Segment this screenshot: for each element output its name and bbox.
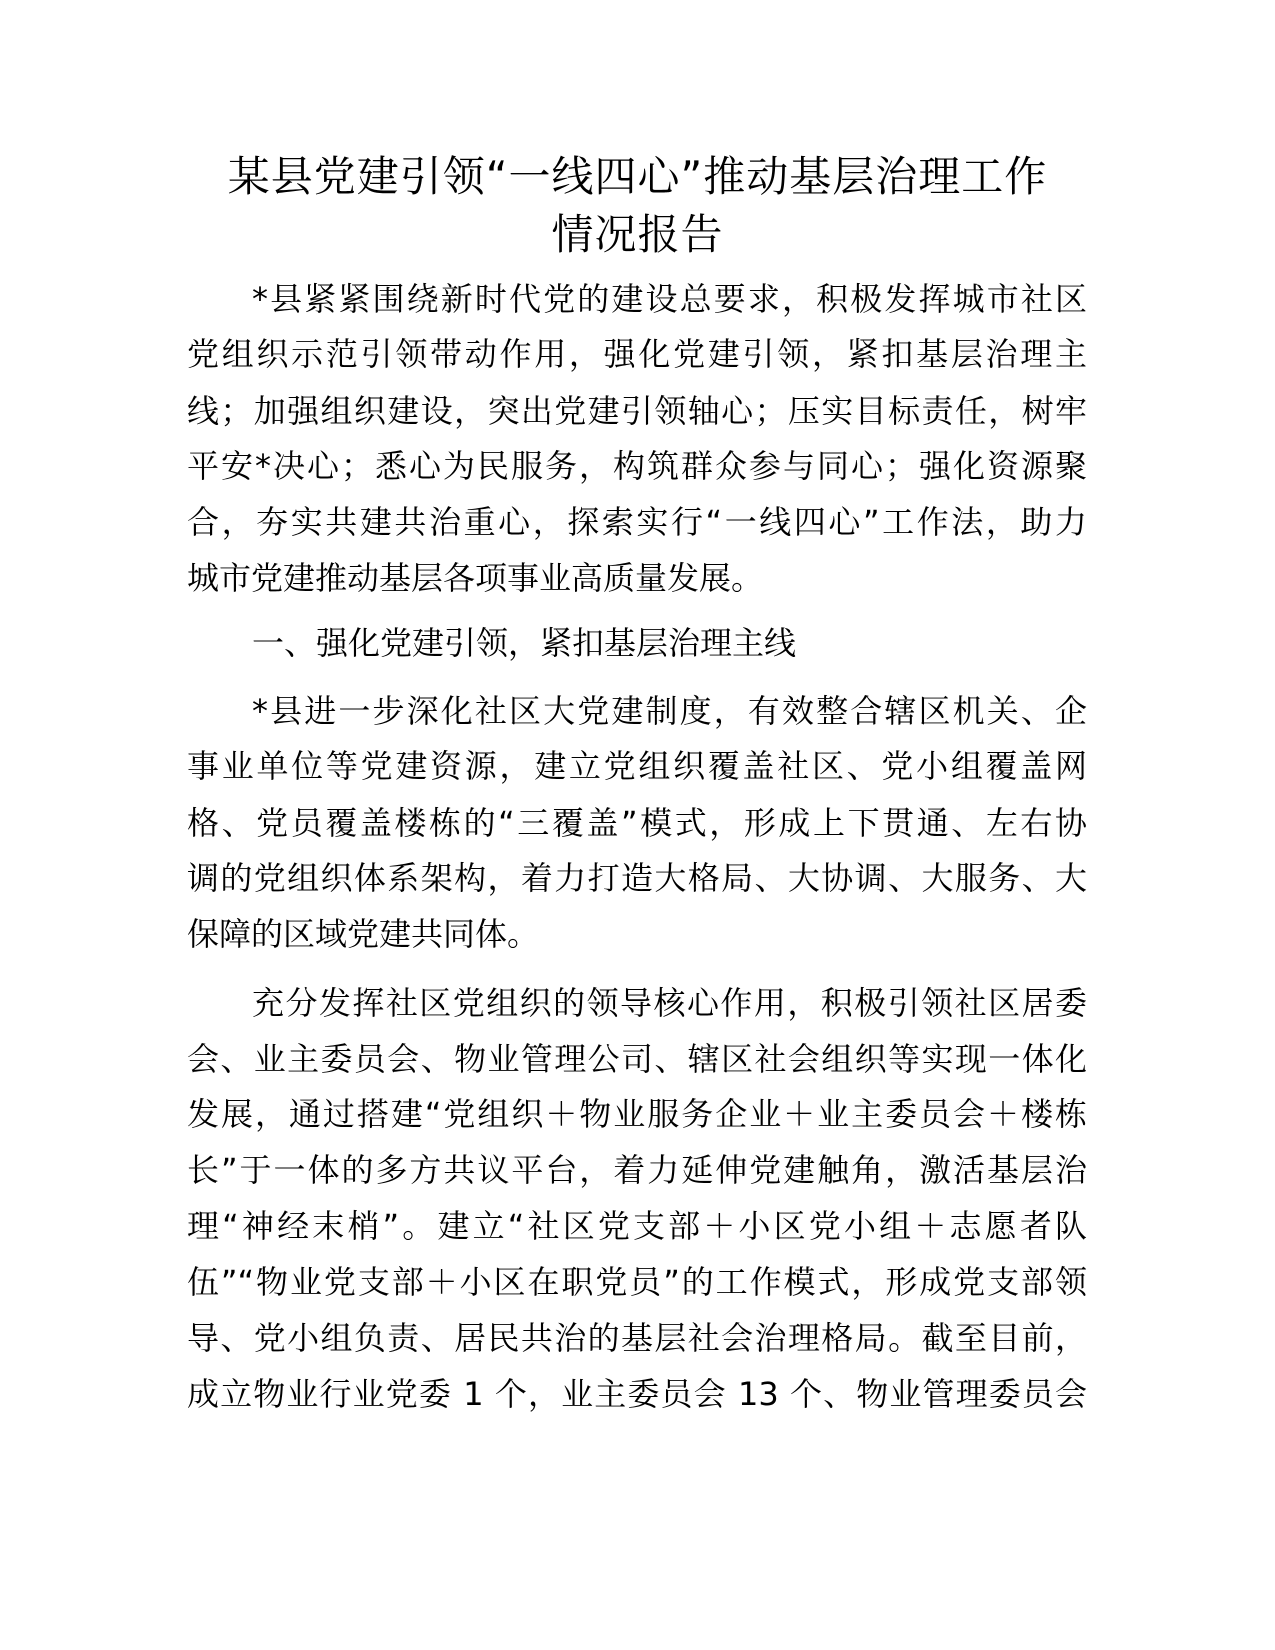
section-1-heading: 一、强化党建引领，紧扣基层治理主线 (252, 624, 797, 662)
paragraph-1-line-5: 合，夯实共建共治重心，探索实行“一线四心”工作法，助力 (187, 503, 1087, 541)
paragraph-1-line-1: *县紧紧围绕新时代党的建设总要求，积极发挥城市社区 (252, 280, 1087, 318)
paragraph-2-line-4: 调的党组织体系架构，着力打造大格局、大协调、大服务、大 (187, 859, 1087, 897)
paragraph-2-line-3: 格、党员覆盖楼栋的“三覆盖”模式，形成上下贯通、左右协 (187, 804, 1087, 842)
paragraph-3-line-4: 长”于一体的多方共议平台，着力延伸党建触角，激活基层治 (187, 1151, 1087, 1189)
paragraph-1-line-2: 党组织示范引领带动作用，强化党建引领，紧扣基层治理主 (187, 335, 1087, 373)
paragraph-1-line-3: 线；加强组织建设，突出党建引领轴心；压实目标责任，树牢 (187, 392, 1087, 430)
paragraph-2-line-1: *县进一步深化社区大党建制度，有效整合辖区机关、企 (252, 692, 1087, 730)
paragraph-3-line-2: 会、业主委员会、物业管理公司、辖区社会组织等实现一体化 (187, 1040, 1087, 1078)
paragraph-3-line-5: 理“神经末梢”。建立“社区党支部＋小区党小组＋志愿者队 (187, 1207, 1087, 1245)
paragraph-3-line-6: 伍”“物业党支部＋小区在职党员”的工作模式，形成党支部领 (187, 1263, 1087, 1301)
paragraph-1-line-4: 平安*决心；悉心为民服务，构筑群众参与同心；强化资源聚 (187, 447, 1087, 485)
paragraph-3-line-8: 成立物业行业党委 1 个，业主委员会 13 个、物业管理委员会 (187, 1375, 1087, 1413)
document-title-line-2: 情况报告 (551, 210, 724, 259)
paragraph-3-line-7: 导、党小组负责、居民共治的基层社会治理格局。截至目前， (187, 1319, 1087, 1357)
document-title-line-1: 某县党建引领“一线四心”推动基层治理工作 (227, 152, 1048, 201)
paragraph-3-line-3: 发展，通过搭建“党组织＋物业服务企业＋业主委员会＋楼栋 (187, 1095, 1087, 1133)
paragraph-2-line-2: 事业单位等党建资源，建立党组织覆盖社区、党小组覆盖网 (187, 747, 1087, 785)
paragraph-1-line-6: 城市党建推动基层各项事业高质量发展。 (187, 559, 764, 597)
paragraph-3-line-1: 充分发挥社区党组织的领导核心作用，积极引领社区居委 (252, 984, 1087, 1022)
paragraph-2-line-5: 保障的区域党建共同体。 (187, 915, 540, 953)
